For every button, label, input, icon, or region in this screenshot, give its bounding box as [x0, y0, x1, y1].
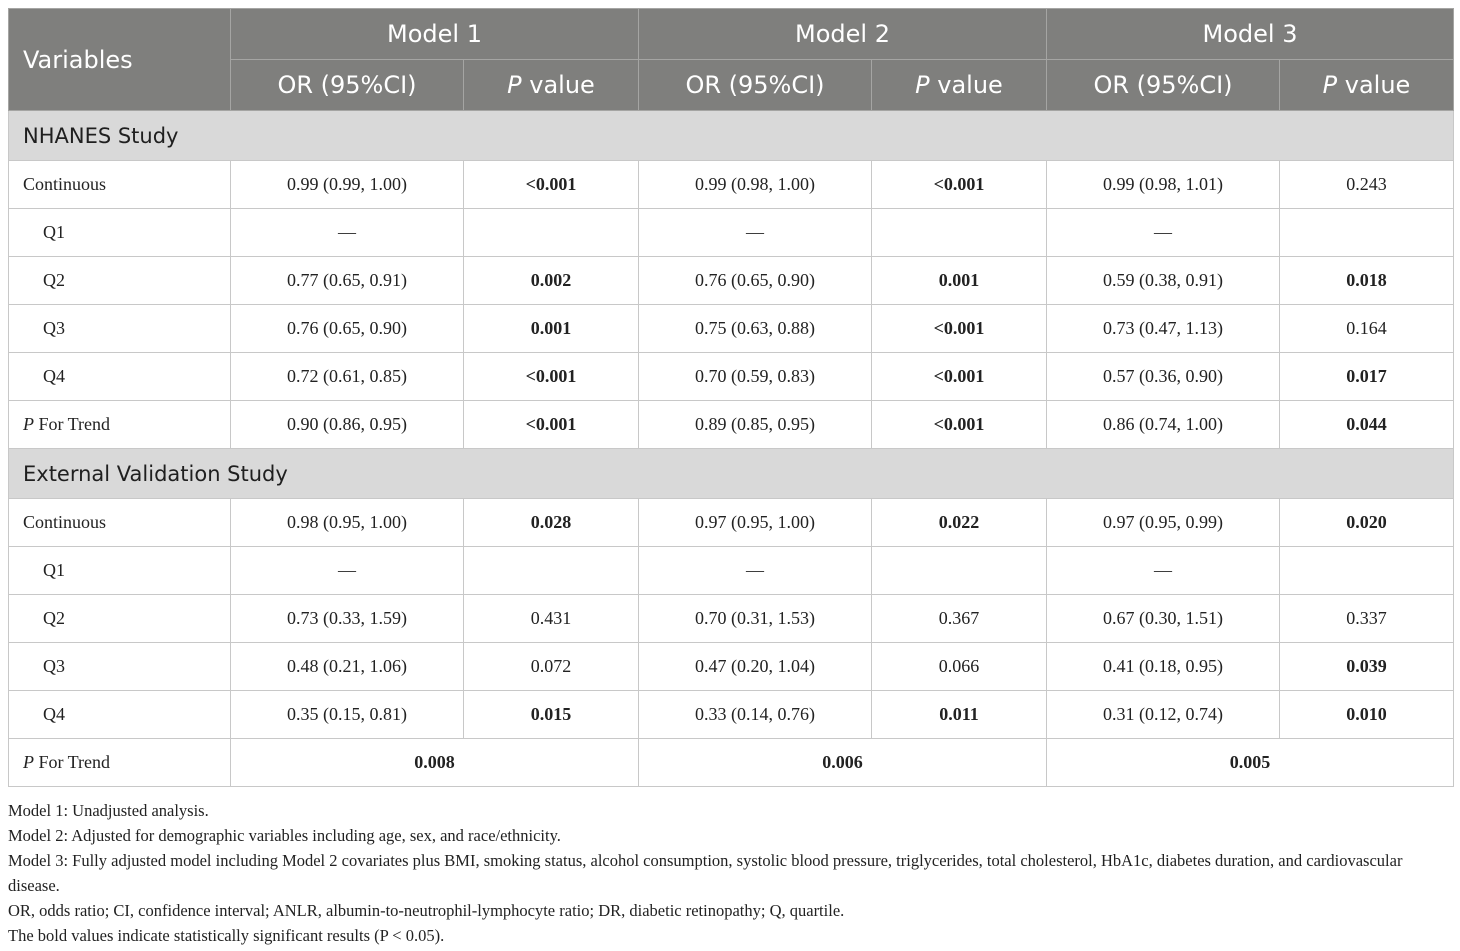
m3-p: 0.337	[1280, 595, 1454, 643]
table-row	[9, 209, 1454, 257]
section-title-nhanes: NHANES Study	[9, 111, 1454, 161]
header-variables: Variables	[9, 9, 231, 111]
table-row	[9, 499, 1454, 547]
m2-or: 0.70 (0.59, 0.83)	[639, 353, 872, 401]
footnote-bold-values: The bold values indicate statistically significant results (P < 0.05).	[8, 926, 445, 945]
footnote-model-3: Model 3: Fully adjusted model including Model 2 covariates plus BMI, smoking status, alcohol consumption, systolic blood pressure, triglycerides, total cholesterol, HbA1c, diabetes duration, and cardiovascular disease.	[8, 851, 1403, 895]
row-label: Continuous	[9, 161, 231, 209]
m1-or: 0.98 (0.95, 1.00)	[231, 499, 464, 547]
m2-p: 0.011	[872, 691, 1047, 739]
m3-p: 0.164	[1280, 305, 1454, 353]
m2-or: 0.70 (0.31, 1.53)	[639, 595, 872, 643]
header-p-model-3: P value	[1280, 60, 1454, 111]
m2-p	[872, 547, 1047, 595]
m2-or: 0.89 (0.85, 0.95)	[639, 401, 872, 449]
m2-p: <0.001	[872, 161, 1047, 209]
m3-p	[1280, 209, 1454, 257]
m2-p: 0.001	[872, 257, 1047, 305]
m2-or: —	[639, 547, 872, 595]
table-row	[9, 643, 1454, 691]
m1-p: <0.001	[464, 401, 639, 449]
m1-or: 0.35 (0.15, 0.81)	[231, 691, 464, 739]
m1-p: 0.072	[464, 643, 639, 691]
m3-p: 0.018	[1280, 257, 1454, 305]
footnote-model-2: Model 2: Adjusted for demographic variables including age, sex, and race/ethnicity.	[8, 826, 561, 845]
m2-or: 0.97 (0.95, 1.00)	[639, 499, 872, 547]
row-label-p-for-trend: P For Trend	[9, 401, 231, 449]
table-row	[9, 401, 1454, 449]
m3-or: —	[1047, 547, 1280, 595]
m3-or: 0.41 (0.18, 0.95)	[1047, 643, 1280, 691]
m3-p: 0.017	[1280, 353, 1454, 401]
m3-or: 0.57 (0.36, 0.90)	[1047, 353, 1280, 401]
m1-or: 0.73 (0.33, 1.59)	[231, 595, 464, 643]
table-row	[9, 305, 1454, 353]
section-title-external: External Validation Study	[9, 449, 1454, 499]
footnote-model-1: Model 1: Unadjusted analysis.	[8, 801, 209, 820]
m3-or: 0.86 (0.74, 1.00)	[1047, 401, 1280, 449]
header-model-3: Model 3	[1047, 9, 1454, 60]
table-row	[9, 691, 1454, 739]
m3-or: 0.99 (0.98, 1.01)	[1047, 161, 1280, 209]
table-row	[9, 595, 1454, 643]
m3-or: 0.67 (0.30, 1.51)	[1047, 595, 1280, 643]
m2-or: 0.33 (0.14, 0.76)	[639, 691, 872, 739]
m2-or: 0.99 (0.98, 1.00)	[639, 161, 872, 209]
row-label: Q1	[9, 209, 231, 257]
m1-p: 0.431	[464, 595, 639, 643]
m2-p: <0.001	[872, 353, 1047, 401]
row-label: Q4	[9, 691, 231, 739]
section-row-nhanes	[9, 111, 1454, 161]
results-table-container	[8, 8, 1453, 787]
table-row	[9, 547, 1454, 595]
header-or-model-1: OR (95%CI)	[231, 60, 464, 111]
m3-trend: 0.005	[1047, 739, 1454, 787]
m3-p: 0.044	[1280, 401, 1454, 449]
row-label: Q4	[9, 353, 231, 401]
m2-p: 0.066	[872, 643, 1047, 691]
m3-or: 0.97 (0.95, 0.99)	[1047, 499, 1280, 547]
header-p-model-2: P value	[872, 60, 1047, 111]
m2-p: <0.001	[872, 305, 1047, 353]
row-label: Q2	[9, 257, 231, 305]
m1-p: <0.001	[464, 353, 639, 401]
footnote-abbreviations: OR, odds ratio; CI, confidence interval; ANLR, albumin-to-neutrophil-lymphocyte ratio; DR, diabetic retinopathy; Q, quartile.	[8, 901, 845, 920]
m1-or: —	[231, 547, 464, 595]
table-row	[9, 739, 1454, 787]
row-label: Q2	[9, 595, 231, 643]
m1-trend: 0.008	[231, 739, 639, 787]
m1-p: 0.028	[464, 499, 639, 547]
m2-or: 0.75 (0.63, 0.88)	[639, 305, 872, 353]
m2-or: —	[639, 209, 872, 257]
header-model-1: Model 1	[231, 9, 639, 60]
m3-p: 0.020	[1280, 499, 1454, 547]
row-label: Q3	[9, 305, 231, 353]
m1-or: 0.72 (0.61, 0.85)	[231, 353, 464, 401]
m1-or: 0.76 (0.65, 0.90)	[231, 305, 464, 353]
m2-p: <0.001	[872, 401, 1047, 449]
m2-p	[872, 209, 1047, 257]
table-footnotes	[8, 798, 1458, 948]
header-or-model-2: OR (95%CI)	[639, 60, 872, 111]
m3-p: 0.243	[1280, 161, 1454, 209]
m3-or: 0.59 (0.38, 0.91)	[1047, 257, 1280, 305]
m2-or: 0.47 (0.20, 1.04)	[639, 643, 872, 691]
m1-or: —	[231, 209, 464, 257]
m1-p	[464, 547, 639, 595]
row-label: Continuous	[9, 499, 231, 547]
row-label: Q1	[9, 547, 231, 595]
m3-p: 0.010	[1280, 691, 1454, 739]
m1-p: 0.002	[464, 257, 639, 305]
m3-p	[1280, 547, 1454, 595]
m1-or: 0.77 (0.65, 0.91)	[231, 257, 464, 305]
m1-p: <0.001	[464, 161, 639, 209]
m1-or: 0.99 (0.99, 1.00)	[231, 161, 464, 209]
m2-p: 0.022	[872, 499, 1047, 547]
table-row	[9, 257, 1454, 305]
table-row	[9, 161, 1454, 209]
header-or-model-3: OR (95%CI)	[1047, 60, 1280, 111]
m3-or: —	[1047, 209, 1280, 257]
m2-or: 0.76 (0.65, 0.90)	[639, 257, 872, 305]
m2-p: 0.367	[872, 595, 1047, 643]
m3-or: 0.31 (0.12, 0.74)	[1047, 691, 1280, 739]
results-table	[8, 8, 1454, 787]
header-model-2: Model 2	[639, 9, 1047, 60]
section-row-external	[9, 449, 1454, 499]
m1-p: 0.015	[464, 691, 639, 739]
m3-or: 0.73 (0.47, 1.13)	[1047, 305, 1280, 353]
table-row	[9, 353, 1454, 401]
m1-p	[464, 209, 639, 257]
row-label-p-for-trend: P For Trend	[9, 739, 231, 787]
row-label: Q3	[9, 643, 231, 691]
m1-p: 0.001	[464, 305, 639, 353]
m2-trend: 0.006	[639, 739, 1047, 787]
m1-or: 0.90 (0.86, 0.95)	[231, 401, 464, 449]
m3-p: 0.039	[1280, 643, 1454, 691]
header-p-model-1: P value	[464, 60, 639, 111]
m1-or: 0.48 (0.21, 1.06)	[231, 643, 464, 691]
